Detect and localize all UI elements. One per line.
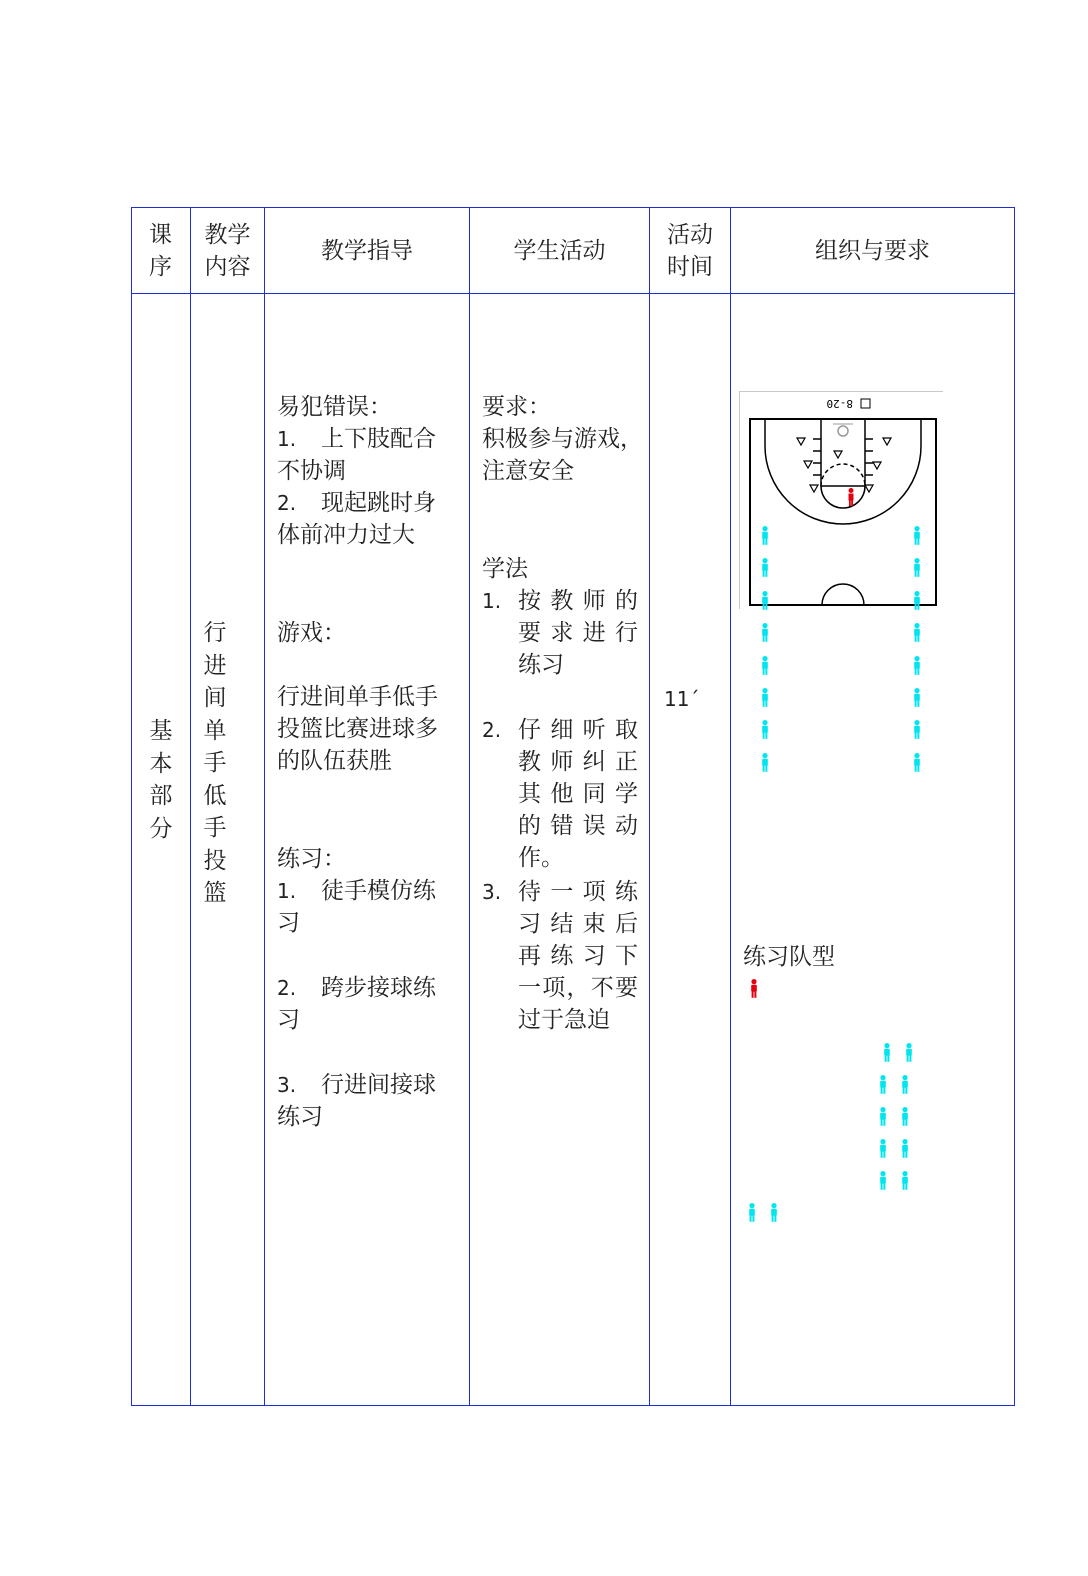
student-icon [912,591,922,611]
item-number: 2. [277,491,297,515]
student-icon [912,720,922,740]
game-title: 游戏： [277,620,346,646]
content-char: 低 [203,782,227,809]
item-text: 习结束后 [518,911,638,937]
student-icon [912,558,922,578]
item-number: 1. [277,427,297,451]
item-number: 3. [482,880,502,904]
item-text: 一项，不要 [518,975,638,1001]
item-text: 不协调 [277,458,346,484]
item-text: 待一项练 [518,879,638,905]
method-title: 学法 [482,556,528,582]
item-text: 过于急迫 [518,1007,610,1033]
student-icon [912,688,922,708]
section-char: 本 [149,750,173,777]
item-text: 行进间接球 [321,1072,436,1098]
item-text: 现起跳时身 [321,490,436,516]
activity-time: 11´ [664,687,700,711]
student-icon [760,720,770,740]
content-char: 间 [203,685,227,711]
content-char: 行 [203,620,227,646]
student-icon [769,1203,779,1223]
student-icon [900,1171,910,1191]
game-line: 投篮比赛进球多 [277,716,438,742]
item-text: 上下肢配合 [321,426,436,452]
student-icon [878,1139,888,1159]
student-icon [900,1075,910,1095]
game-line: 行进间单手低手 [277,684,438,710]
item-text: 习 [277,910,300,936]
header-student-activity: 学生活动 [513,238,606,264]
student-icon [912,753,922,773]
item-text: 习 [277,1007,300,1033]
student-icon [904,1043,914,1063]
header-text: 教学 [204,222,251,248]
item-text: 仔细听取 [518,717,638,743]
content-char: 进 [203,652,227,679]
item-text: 跨步接球练 [321,975,436,1001]
header-organization: 组织与要求 [815,238,930,264]
requirement-line: 积极参与游戏， [482,426,643,452]
item-text: 练习 [518,652,564,678]
student-icon [900,1107,910,1127]
teacher-icon [749,979,759,999]
student-icon [878,1171,888,1191]
student-icon [760,591,770,611]
requirement-line: 注意安全 [482,458,574,484]
section-char: 分 [149,815,173,842]
student-icon [760,688,770,708]
item-text: 按教师的 [518,588,638,614]
people-layer [131,207,1015,1406]
header-text: 活动 [667,222,713,248]
student-icon [912,526,922,546]
header-text: 序 [149,254,172,280]
student-icon [912,623,922,643]
student-icon [747,1203,757,1223]
student-icon [882,1043,892,1063]
figure-label: 8-20 [826,397,853,410]
student-icon [760,526,770,546]
student-icon [760,558,770,578]
game-line: 的队伍获胜 [277,748,392,774]
item-text: 徒手模仿练 [321,878,436,904]
item-number: 1. [277,879,297,903]
content-char: 投 [203,847,227,874]
formation-label: 练习队型 [743,944,835,970]
errors-title: 易犯错误： [277,394,392,420]
practice-title: 练习： [277,846,346,872]
header-text: 时间 [667,254,713,280]
content-char: 单 [203,717,227,744]
student-icon [760,656,770,676]
content-char: 手 [203,815,227,841]
student-icon [760,753,770,773]
item-text: 体前冲力过大 [277,522,415,548]
item-text: 要求进行 [518,620,638,646]
item-number: 1. [482,589,502,613]
item-text: 的错误动 [518,813,638,839]
lesson-table [131,207,1015,1406]
item-text: 作。 [518,845,564,871]
header-teaching-guidance: 教学指导 [321,238,413,264]
student-icon [912,656,922,676]
item-number: 3. [277,1073,297,1097]
requirements-title: 要求： [482,394,551,420]
header-text: 内容 [204,254,251,280]
section-char: 部 [149,783,173,809]
item-number: 2. [277,976,297,1000]
section-char: 基 [149,718,173,744]
item-number: 2. [482,718,502,742]
item-text: 再练习下 [518,943,638,969]
item-text: 其他同学 [518,781,638,807]
item-text: 练习 [277,1104,323,1130]
student-icon [760,623,770,643]
header-text: 课 [149,222,172,248]
content-char: 手 [203,750,227,776]
student-icon [878,1107,888,1127]
content-char: 篮 [203,880,227,906]
student-icon [878,1075,888,1095]
student-icon [900,1139,910,1159]
item-text: 教师纠正 [518,749,638,775]
